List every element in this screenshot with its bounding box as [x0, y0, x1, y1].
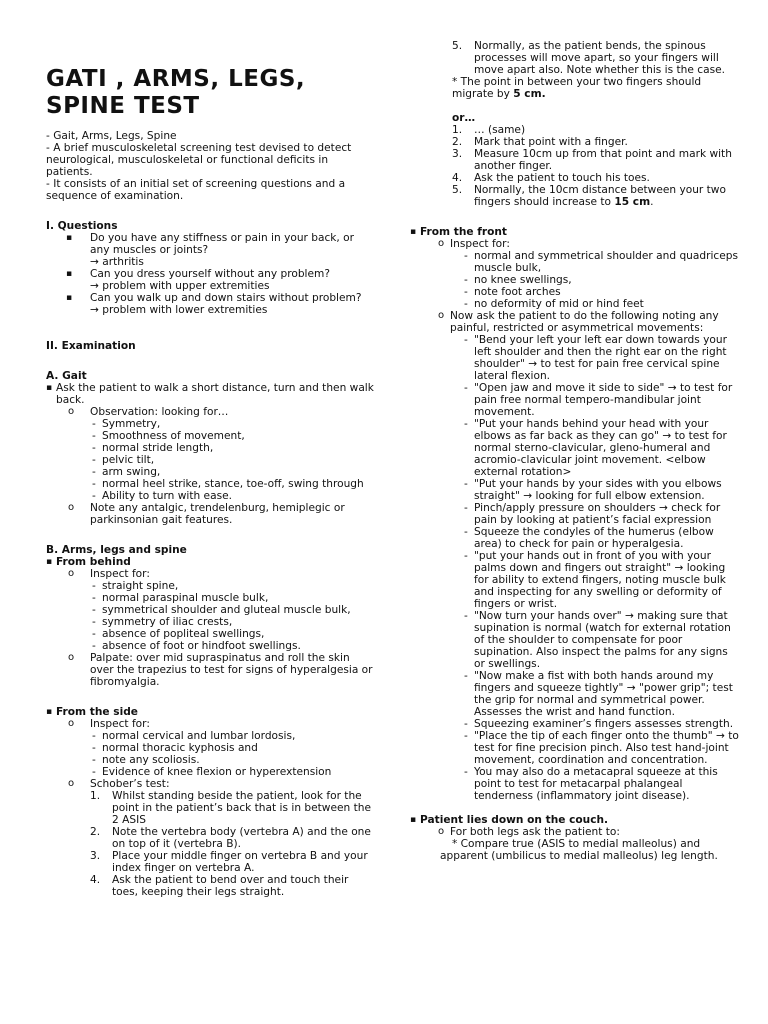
list-item: - normal stride length,: [46, 442, 374, 454]
list-item: - normal paraspinal muscle bulk,: [46, 592, 374, 604]
alt-steps: [410, 124, 740, 208]
list-item: o Inspect for:: [68, 718, 150, 730]
list-item: - Ability to turn with ease.: [46, 490, 374, 502]
behind-items: [46, 580, 374, 652]
list-item: o Schober’s test:: [68, 778, 170, 790]
list-item: - symmetry of iliac crests,: [46, 616, 374, 628]
list-item: 1. Whilst standing beside the patient, look for the point in the patient’s back that is in between the 2 ASIS: [90, 790, 371, 826]
list-item: - no knee swellings,: [410, 274, 740, 286]
list-item: 5. Normally, the 10cm distance between your two fingers should increase to 15 cm.: [452, 184, 726, 208]
list-item: - no deformity of mid or hind feet: [410, 298, 740, 310]
intro-line: - A brief musculoskeletal screening test devised to detect neurological, musculoskeletal or functional deficits in patients.: [46, 142, 352, 178]
list-item: - normal and symmetrical shoulder and quadriceps muscle bulk,: [410, 250, 740, 274]
schober-steps: [46, 790, 374, 898]
list-item: - "Now turn your hands over" → making sure that supination is normal (watch for external rotation of the shoulder to compensate for poor supination. Also inspect the palms for any signs or swellings.: [410, 610, 740, 670]
list-item: ▪ Can you dress yourself without any problem? → problem with upper extremities: [46, 268, 374, 292]
list-item: 3. Place your middle finger on vertebra B and your index finger on vertebra A.: [90, 850, 368, 874]
list-item: - pelvic tilt,: [46, 454, 374, 466]
schober-steps-continued: [410, 40, 740, 76]
list-item: - "Place the tip of each finger onto the thumb" → to test for fine precision pinch. Also test hand-joint movement, coordination and concentration.: [410, 730, 740, 766]
list-item: - straight spine,: [46, 580, 374, 592]
list-item: o Observation: looking for…: [68, 406, 229, 418]
list-item: ▪ From the front: [410, 226, 507, 238]
list-item: 1. … (same): [452, 124, 526, 136]
couch-sub-list: [410, 826, 740, 838]
behind-list: [46, 556, 374, 568]
movement-items: [410, 334, 740, 802]
list-item: 4. Ask the patient to touch his toes.: [452, 172, 650, 184]
list-item: 2. Note the vertebra body (vertebra A) and the one on top of it (vertebra B).: [90, 826, 371, 850]
side-list: [46, 706, 374, 718]
list-item: o Note any antalgic, trendelenburg, hemiplegic or parkinsonian gait features.: [68, 502, 345, 526]
als-heading: B. Arms, legs and spine: [46, 544, 187, 556]
list-item: - "Put your hands behind your head with your elbows as far back as they can go" → to test for normal sterno-clavicular, gleno-humeral and acromio-clavicular joint movement. <elbow external rotation>: [410, 418, 740, 478]
list-item: - Smoothness of movement,: [46, 430, 374, 442]
compare-note: * Compare true (ASIS to medial malleolus) and apparent (umbilicus to medial malleolus) leg length.: [440, 838, 718, 862]
intro-line: - It consists of an initial set of screening questions and a sequence of examination.: [46, 178, 346, 202]
list-item: ▪ Ask the patient to walk a short distance, turn and then walk back.: [46, 382, 374, 406]
list-item: ▪ Do you have any stiffness or pain in your back, or any muscles or joints? → arthritis: [46, 232, 374, 268]
list-item: ▪ Can you walk up and down stairs without problem? → problem with lower extremities: [46, 292, 374, 316]
list-item: - "Bend your left your left ear down towards your left shoulder and then the right ear on the right shoulder" → to test for pain free cervical spine lateral flexion.: [410, 334, 740, 382]
side-items: [46, 730, 374, 778]
list-item: 2. Mark that point with a finger.: [452, 136, 628, 148]
left-column: [46, 66, 374, 898]
list-item: - "put your hands out in front of you with your palms down and fingers out straight" → looking for ability to extend fingers, noting muscle bulk and inspecting for any swelling or deformity of fingers or wrist.: [410, 550, 740, 610]
list-item: - symmetrical shoulder and gluteal muscle bulk,: [46, 604, 374, 616]
list-item: - normal cervical and lumbar lordosis,: [46, 730, 374, 742]
list-item: 3. Measure 10cm up from that point and mark with another finger.: [452, 148, 732, 172]
now-ask-list: [410, 310, 740, 334]
list-item: ▪ From behind: [46, 556, 131, 568]
list-item: 5. Normally, as the patient bends, the spinous processes will move apart, so your fingers will move apart also. Note whether this is the case.: [452, 40, 725, 76]
list-item: ▪ Patient lies down on the couch.: [410, 814, 609, 826]
list-item: o Palpate: over mid supraspinatus and roll the skin over the trapezius to test for signs of hyperalgesia or fibromyalgia.: [68, 652, 373, 688]
list-item: - normal thoracic kyphosis and: [46, 742, 374, 754]
list-item: 4. Ask the patient to bend over and touch their toes, keeping their legs straight.: [90, 874, 349, 898]
observation-items: [46, 418, 374, 502]
list-item: ▪ From the side: [46, 706, 138, 718]
questions-heading: I. Questions: [46, 220, 118, 232]
list-item: - note foot arches: [410, 286, 740, 298]
list-item: - "Now make a fist with both hands around my fingers and squeeze tightly" → "power grip"; test the grip for normal and symmetrical power. Assesses the wrist and hand function.: [410, 670, 740, 718]
examination-heading: II. Examination: [46, 340, 136, 352]
couch-list: [410, 814, 740, 826]
schober-note: * The point in between your two fingers should migrate by 5 cm.: [452, 76, 702, 100]
gait-heading: A. Gait: [46, 370, 87, 382]
list-item: - normal heel strike, stance, toe-off, swing through: [46, 478, 374, 490]
right-column: [410, 40, 740, 862]
list-item: - absence of foot or hindfoot swellings.: [46, 640, 374, 652]
front-list: [410, 226, 740, 238]
gait-sub-list: [46, 406, 374, 418]
gait-note-list: [46, 502, 374, 526]
list-item: - Squeeze the condyles of the humerus (elbow area) to check for pain or hyperalgesia.: [410, 526, 740, 550]
list-item: - Symmetry,: [46, 418, 374, 430]
schober-list: [46, 778, 374, 790]
page-title: GATI , ARMS, LEGS, SPINE TEST: [46, 66, 306, 119]
or-label: or…: [452, 112, 476, 124]
list-item: - Evidence of knee flexion or hyperextension: [46, 766, 374, 778]
questions-list: [46, 232, 374, 316]
side-sub-list: [46, 718, 374, 730]
front-items: [410, 250, 740, 310]
behind-sub-list: [46, 568, 374, 580]
list-item: o Inspect for:: [438, 238, 510, 250]
gait-list: [46, 382, 374, 406]
list-item: o Now ask the patient to do the following noting any painful, restricted or asymmetrical movements:: [438, 310, 719, 334]
palpate-list: [46, 652, 374, 688]
list-item: - "Open jaw and move it side to side" → to test for pain free normal tempero-mandibular joint movement.: [410, 382, 740, 418]
list-item: o Inspect for:: [68, 568, 150, 580]
list-item: - "Put your hands by your sides with you elbows straight" → looking for full elbow extension.: [410, 478, 740, 502]
list-item: - arm swing,: [46, 466, 374, 478]
front-sub-list: [410, 238, 740, 250]
list-item: - absence of popliteal swellings,: [46, 628, 374, 640]
list-item: - Squeezing examiner’s fingers assesses strength.: [410, 718, 740, 730]
list-item: - You may also do a metacapral squeeze at this point to test for metacarpal phalangeal tenderness (inflammatory joint disease).: [410, 766, 740, 802]
list-item: - note any scoliosis.: [46, 754, 374, 766]
list-item: o For both legs ask the patient to:: [438, 826, 620, 838]
list-item: - Pinch/apply pressure on shoulders → check for pain by looking at patient’s facial expression: [410, 502, 740, 526]
intro-line: - Gait, Arms, Legs, Spine: [46, 130, 177, 142]
